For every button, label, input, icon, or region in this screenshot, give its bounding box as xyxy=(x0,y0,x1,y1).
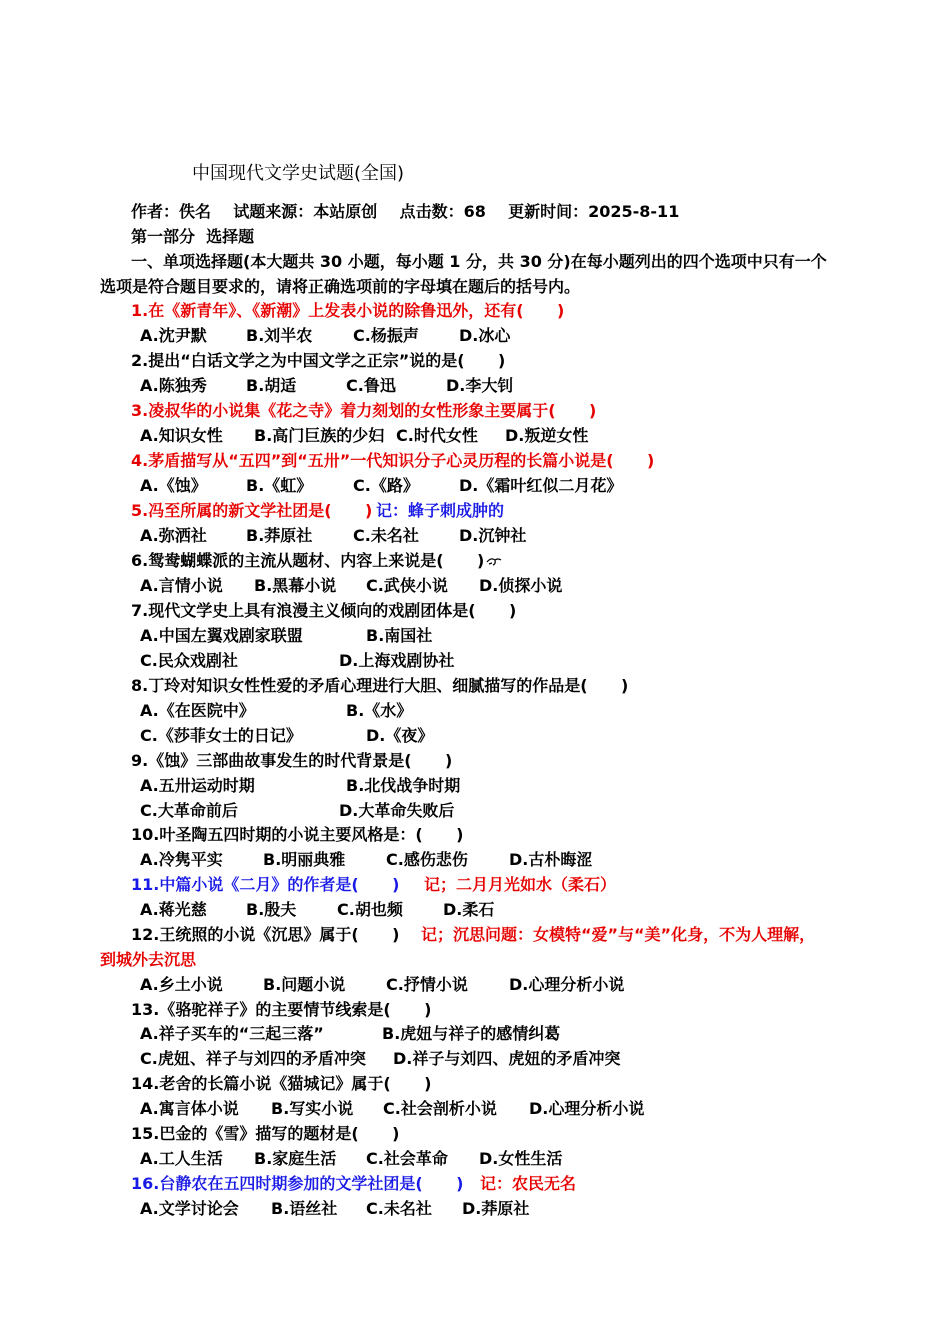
question-16-note: 记：农民无名 xyxy=(480,1174,577,1193)
q4-option-a: A.《蚀》 xyxy=(140,476,207,495)
question-13: 13.《骆驼祥子》的主要情节线索是( ) xyxy=(131,1000,432,1019)
question-1: 1.在《新青年》、《新潮》上发表小说的除鲁迅外，还有( ) xyxy=(131,301,565,320)
q7-option-d: D.上海戏剧协社 xyxy=(339,651,455,670)
q3-option-b: B.高门巨族的少妇 xyxy=(254,426,385,445)
q6-option-c: C.武侠小说 xyxy=(366,576,448,595)
q14-option-a: A.寓言体小说 xyxy=(140,1099,239,1118)
q6-option-b: B.黑幕小说 xyxy=(254,576,337,595)
q11-option-d: D.柔石 xyxy=(443,900,495,919)
q8-option-a: A.《在医院中》 xyxy=(140,701,255,720)
q10-option-b: B.明丽典雅 xyxy=(263,850,346,869)
q3-option-a: A.知识女性 xyxy=(140,426,223,445)
small-bird-doodle-icon xyxy=(486,550,502,574)
q15-option-a: A.工人生活 xyxy=(140,1149,223,1168)
q5-option-d: D.沉钟社 xyxy=(459,526,527,545)
q5-option-a: A.弥洒社 xyxy=(140,526,207,545)
q6-option-d: D.侦探小说 xyxy=(479,576,563,595)
q2-option-b: B.胡适 xyxy=(246,376,297,395)
q1-option-d: D.冰心 xyxy=(459,326,511,345)
question-5: 5.冯至所属的新文学社团是( ) xyxy=(131,501,373,520)
q14-option-d: D.心理分析小说 xyxy=(529,1099,645,1118)
question-3: 3.凌叔华的小说集《花之寺》着力刻划的女性形象主要属于( ) xyxy=(131,401,597,420)
question-12-note: 记；沉思问题：女模特“爱”与“美”化身，不为人理解， xyxy=(421,925,816,944)
q16-option-d: D.莽原社 xyxy=(462,1199,530,1218)
q10-option-d: D.古朴晦涩 xyxy=(509,850,593,869)
q5-option-b: B.莽原社 xyxy=(246,526,313,545)
q14-option-b: B.写实小说 xyxy=(271,1099,354,1118)
document-meta: 作者：佚名 试题来源：本站原创 点击数：68 更新时间：2025-8-11 xyxy=(131,202,680,221)
q9-option-d: D.大革命失败后 xyxy=(339,801,455,820)
question-12-note-cont: 到城外去沉思 xyxy=(100,950,197,969)
question-2: 2.提出“白话文学之为中国文学之正宗”说的是( ) xyxy=(131,351,506,370)
question-5-note: 记：蜂子刺成肿的 xyxy=(376,501,505,520)
q13-option-c: C.虎妞、祥子与刘四的矛盾冲突 xyxy=(140,1049,366,1068)
q16-option-c: C.未名社 xyxy=(366,1199,432,1218)
question-10: 10.叶圣陶五四时期的小说主要风格是：( ) xyxy=(131,825,464,844)
q16-option-b: B.语丝社 xyxy=(271,1199,338,1218)
q1-option-c: C.杨振声 xyxy=(353,326,419,345)
q8-option-c: C.《莎菲女士的日记》 xyxy=(140,726,302,745)
q16-option-a: A.文学讨论会 xyxy=(140,1199,239,1218)
q11-option-b: B.殷夫 xyxy=(246,900,297,919)
q6-option-a: A.言情小说 xyxy=(140,576,223,595)
question-12: 12.王统照的小说《沉思》属于( ) xyxy=(131,925,400,944)
q7-option-b: B.南国社 xyxy=(366,626,433,645)
q13-option-b: B.虎妞与祥子的感情纠葛 xyxy=(382,1024,561,1043)
q9-option-c: C.大革命前后 xyxy=(140,801,238,820)
q8-option-d: D.《夜》 xyxy=(366,726,434,745)
question-4: 4.茅盾描写从“五四”到“五卅”一代知识分子心灵历程的长篇小说是( ) xyxy=(131,451,655,470)
instruction-line-1: 一、单项选择题(本大题共 30 小题，每小题 1 分，共 30 分)在每小题列出的四个选项中只有一个 xyxy=(131,252,827,271)
q2-option-a: A.陈独秀 xyxy=(140,376,207,395)
q15-option-c: C.社会革命 xyxy=(366,1149,448,1168)
q10-option-c: C.感伤悲伤 xyxy=(386,850,468,869)
question-11: 11.中篇小说《二月》的作者是( ) xyxy=(131,875,400,894)
q14-option-c: C.社会剖析小说 xyxy=(383,1099,497,1118)
instruction-line-2: 选项是符合题目要求的，请将正确选项前的字母填在题后的括号内。 xyxy=(100,277,581,296)
q7-option-a: A.中国左翼戏剧家联盟 xyxy=(140,626,303,645)
part-heading: 第一部分 选择题 xyxy=(131,227,255,246)
question-16: 16.台静农在五四时期参加的文学社团是( ) xyxy=(131,1174,464,1193)
question-7: 7.现代文学史上具有浪漫主义倾向的戏剧团体是( ) xyxy=(131,601,517,620)
q15-option-b: B.家庭生活 xyxy=(254,1149,337,1168)
q8-option-b: B.《水》 xyxy=(346,701,413,720)
q13-option-d: D.祥子与刘四、虎妞的矛盾冲突 xyxy=(393,1049,621,1068)
question-8: 8.丁玲对知识女性性爱的矛盾心理进行大胆、细腻描写的作品是( ) xyxy=(131,676,629,695)
question-15: 15.巴金的《雪》描写的题材是( ) xyxy=(131,1124,400,1143)
question-14: 14.老舍的长篇小说《猫城记》属于( ) xyxy=(131,1074,432,1093)
q2-option-c: C.鲁迅 xyxy=(346,376,396,395)
q3-option-c: C.时代女性 xyxy=(396,426,478,445)
question-6-text: 6.鸳鸯蝴蝶派的主流从题材、内容上来说是( ) xyxy=(131,551,485,570)
q15-option-d: D.女性生活 xyxy=(479,1149,563,1168)
q12-option-a: A.乡土小说 xyxy=(140,975,223,994)
question-11-note: 记；二月月光如水（柔石） xyxy=(424,875,617,894)
q12-option-c: C.抒情小说 xyxy=(386,975,468,994)
q1-option-a: A.沈尹默 xyxy=(140,326,207,345)
q7-option-c: C.民众戏剧社 xyxy=(140,651,238,670)
q5-option-c: C.未名社 xyxy=(353,526,419,545)
q12-option-d: D.心理分析小说 xyxy=(509,975,625,994)
q9-option-a: A.五卅运动时期 xyxy=(140,776,255,795)
q12-option-b: B.问题小说 xyxy=(263,975,346,994)
q4-option-c: C.《路》 xyxy=(353,476,419,495)
q4-option-d: D.《霜叶红似二月花》 xyxy=(459,476,623,495)
q3-option-d: D.叛逆女性 xyxy=(505,426,589,445)
q9-option-b: B.北伐战争时期 xyxy=(346,776,461,795)
q4-option-b: B.《虹》 xyxy=(246,476,313,495)
document-title: 中国现代文学史试题(全国) xyxy=(192,163,405,184)
question-9: 9.《蚀》三部曲故事发生的时代背景是( ) xyxy=(131,751,453,770)
q13-option-a: A.祥子买车的“三起三落” xyxy=(140,1024,324,1043)
question-6 xyxy=(131,549,502,574)
q10-option-a: A.冷隽平实 xyxy=(140,850,223,869)
q1-option-b: B.刘半农 xyxy=(246,326,313,345)
q2-option-d: D.李大钊 xyxy=(446,376,514,395)
q11-option-c: C.胡也频 xyxy=(337,900,403,919)
q11-option-a: A.蒋光慈 xyxy=(140,900,207,919)
